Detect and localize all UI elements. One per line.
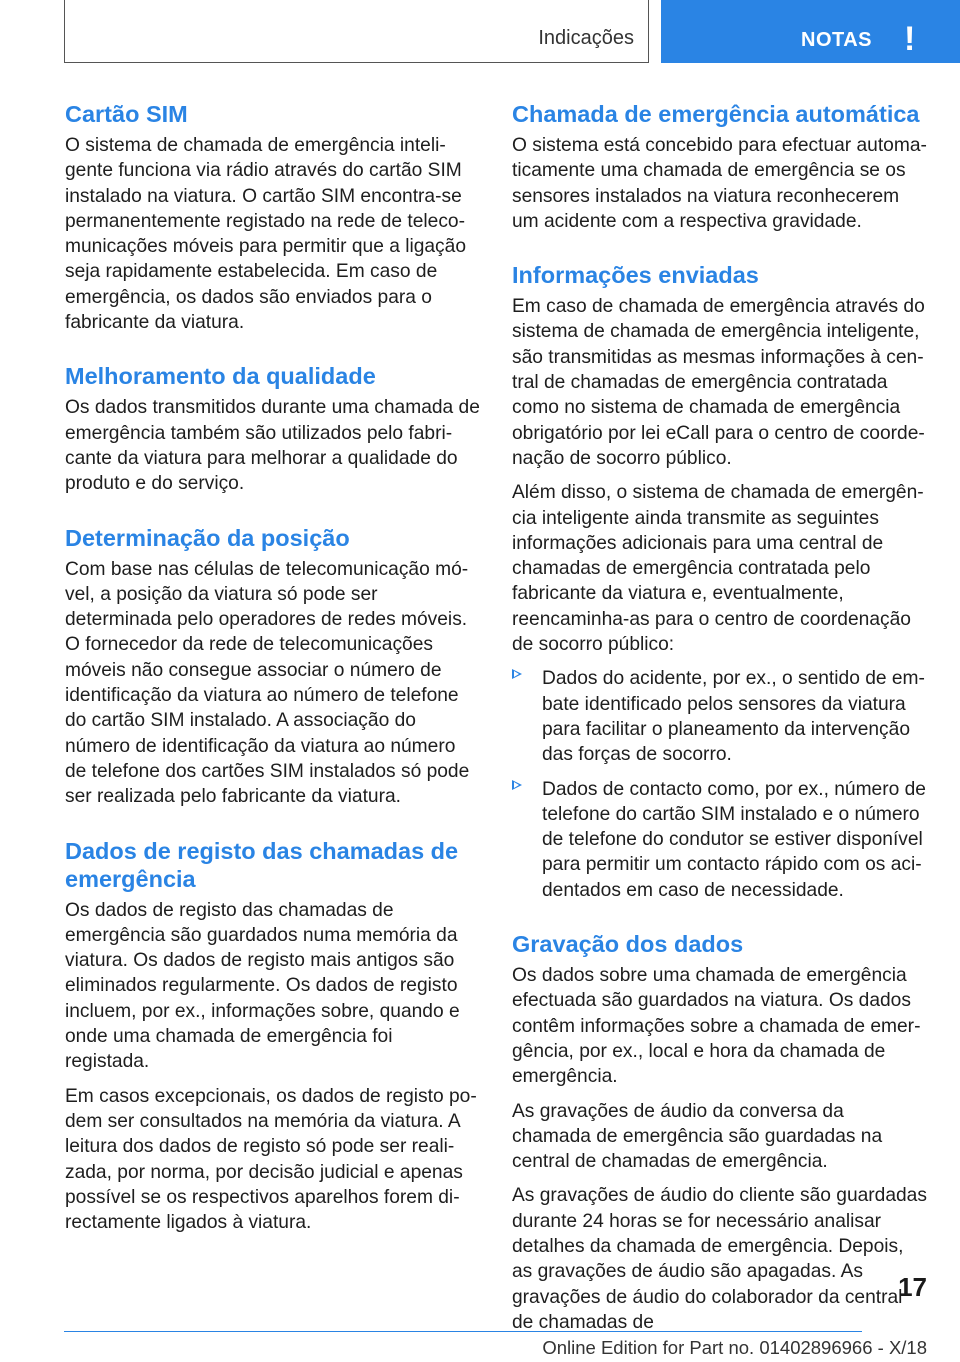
heading-position: Determinação da posição <box>65 524 350 551</box>
paragraph: O sistema de chamada de emergência inteligente funciona via rádio através do cartão SIM instalado na viatura. O cartão SIM encontra-se permanentemente registado na rede de telecomunicações móveis para permitir que a ligação seja rapidamente estabelecida. Em caso de emergência, os dados são enviados para o fabricante da viatura. <box>65 135 466 334</box>
paragraph: Os dados transmitidos durante uma chamada de emergência também são utilizados pelo fabricante da viatura para melhorar a qualidade do produto e do serviço. <box>65 397 480 495</box>
list-item-text: Dados do acidente, por ex., o sentido de embate identificado pelos sensores da viatura para facilitar o planeamento da intervenção das forças de socorro. <box>542 668 925 766</box>
bullet-list <box>512 666 927 903</box>
heading-quality: Melhoramento da qualidade <box>65 363 376 390</box>
list-item <box>512 666 927 767</box>
heading-recording: Gravação dos dados <box>512 931 744 958</box>
triangle-bullet-icon <box>512 669 522 679</box>
paragraph: Com base nas células de telecomunicação móvel, a posição da viatura só pode ser determinada pelo operadores de redes móveis. O fornecedor da rede de telecomunicações móveis não consegue associar o número de identificação da viatura ao número de telefone do cartão SIM instalado. A associação do número de identificação da viatura ao número de telefone dos cartões SIM instalados só pode ser realizada pelo fabricante da viatura. <box>65 558 470 808</box>
heading-automatic-call: Chamada de emergência automática <box>512 101 920 127</box>
paragraph: Além disso, o sistema de chamada de emergência inteligente ainda transmite as seguintes informações adicionais para uma central de chamadas de emergência contratada pelo fabricante da viatura e, eventualmente, reencaminha-as para o centro de coordenação de socorro público: <box>512 482 924 656</box>
left-column <box>65 100 480 1244</box>
list-item <box>512 777 927 903</box>
page-number: 17 <box>898 1272 927 1302</box>
list-item-text: Dados de contacto como, por ex., número de telefone do cartão SIM instalado e o número de telefone do condutor se estiver disponível para permitir um contacto rápido com os acidentados em caso de necessidade. <box>542 778 926 901</box>
header-tab-notes <box>661 0 960 63</box>
right-column <box>512 100 927 1344</box>
footer-divider <box>64 1331 862 1332</box>
header-tab-label: NOTAS <box>801 29 873 51</box>
triangle-bullet-icon <box>512 780 522 790</box>
paragraph: Em caso de chamada de emergência através do sistema de chamada de emergência inteligente, são transmitidas as mesmas informações à central de chamadas de emergência contratada como no sistema de chamada de emergência obrigatório por lei eCall para o centro de coordenação de socorro público. <box>512 296 925 469</box>
paragraph: O sistema está concebido para efectuar automaticamente uma chamada de emergência se os sensores instalados na viatura reconhecerem um acidente com a respectiva gravidade. <box>512 135 927 232</box>
heading-log-data: Dados de registo das chamadas de emergência <box>65 837 459 892</box>
heading-sim-card: Cartão SIM <box>65 101 188 127</box>
paragraph: As gravações de áudio do cliente são guardadas durante 24 horas se for necessário analisar detalhes da chamada de emergência. Depois, as gravações de áudio são apagadas. As gravações de áudio do colaborador da central de chamadas de <box>512 1185 927 1333</box>
paragraph: Os dados de registo das chamadas de emergência são guardados numa memória da viatura. Os dados de registo mais antigos são eliminados regularmente. Os dados de registo incluem, por ex., informações sobre, quando e onde uma chamada de emergência foi registada. <box>65 899 460 1073</box>
paragraph: Os dados sobre uma chamada de emergência efectuada são guardados na viatura. Os dados contêm informações sobre a chamada de emergência, por ex., local e hora da chamada de emergência. <box>512 965 921 1088</box>
header-section-title: Indicações <box>538 27 634 49</box>
paragraph: Em casos excepcionais, os dados de registo podem ser consultados na memória da viatura. A leitura dos dados de registo só pode ser realizada, por norma, por decisão judicial e apenas possível se os respectivos aparelhos forem directamente ligados à viatura. <box>65 1085 477 1234</box>
exclamation-icon: ! <box>904 20 916 58</box>
paragraph: As gravações de áudio da conversa da chamada de emergência são guardadas na central de chamadas de emergência. <box>512 1100 883 1173</box>
footer-edition: Online Edition for Part no. 01402896966 - X/18 <box>542 1337 927 1358</box>
heading-sent-info: Informações enviadas <box>512 262 759 289</box>
header-section-box <box>64 0 649 63</box>
